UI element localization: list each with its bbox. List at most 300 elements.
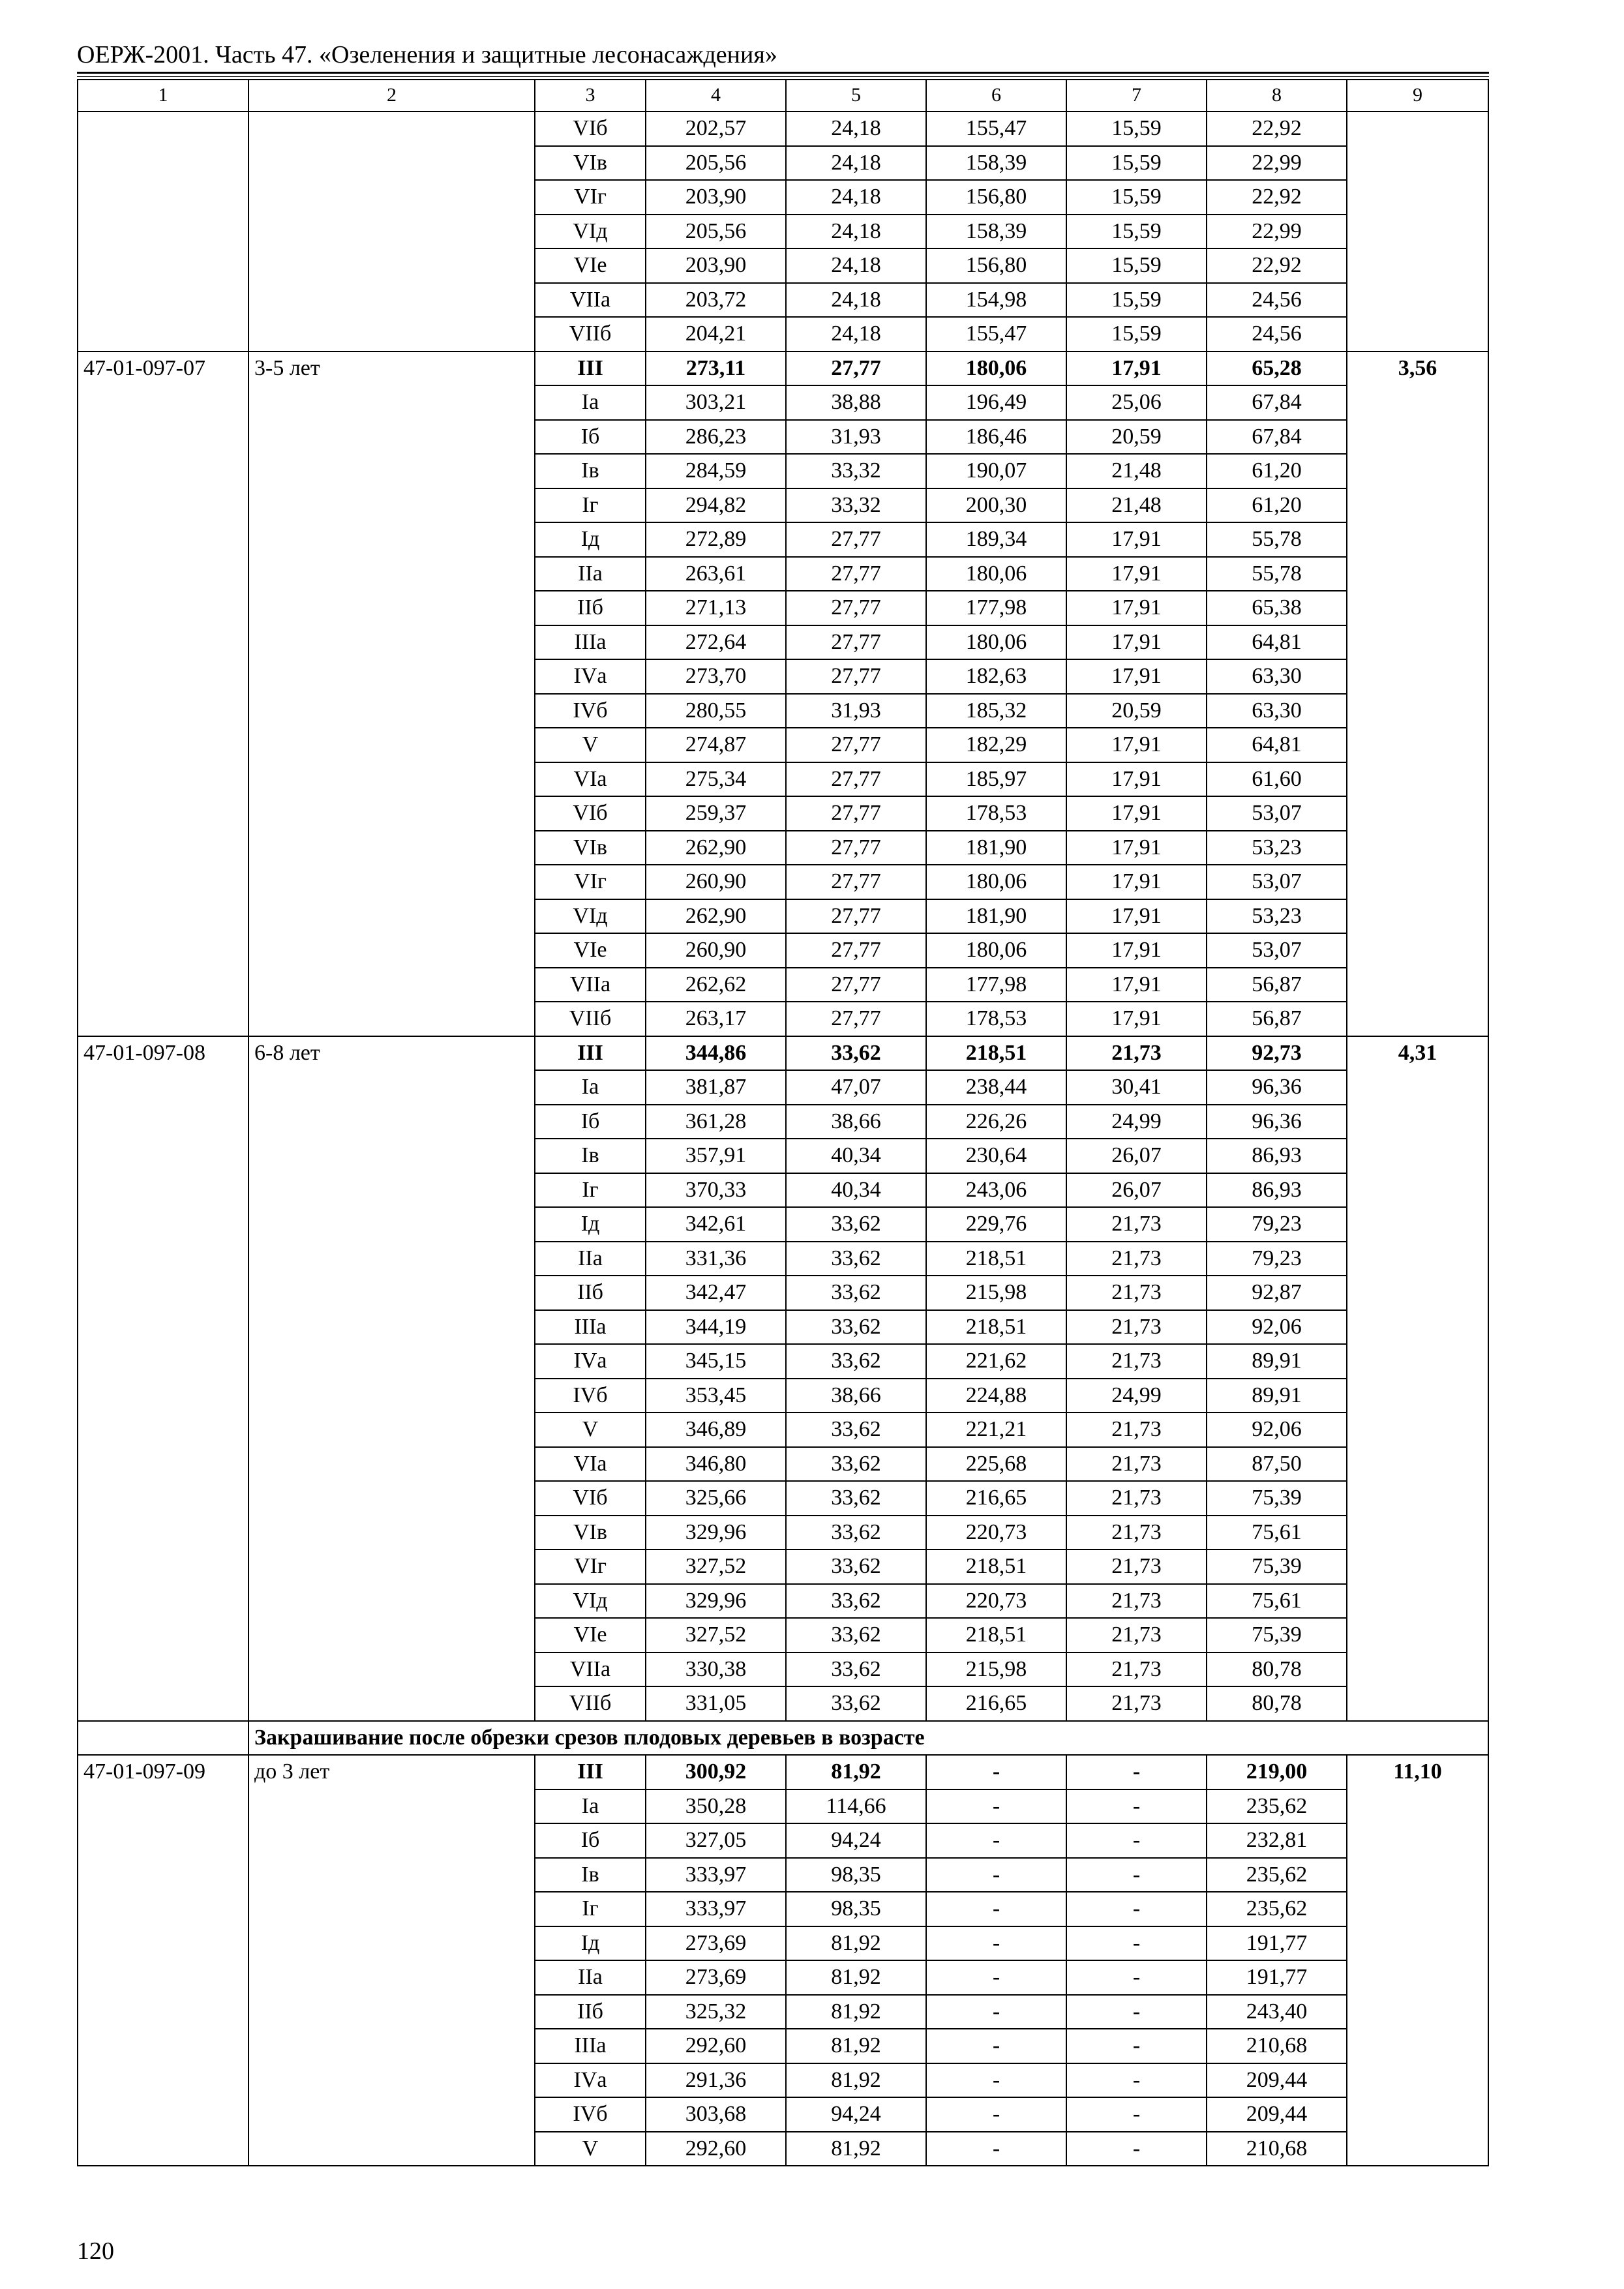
table-cell: 33,62 [786,1207,926,1242]
table-cell: 27,77 [786,899,926,934]
table-cell: VIб [535,1481,646,1516]
table-cell: 33,62 [786,1481,926,1516]
table-cell: 353,45 [646,1379,786,1413]
table-cell: - [1066,1960,1207,1995]
table-row [78,1036,1488,1071]
table-cell: VIа [535,1447,646,1482]
table-cell: 56,87 [1207,968,1347,1002]
table-cell: 218,51 [926,1242,1066,1276]
table-cell: 329,96 [646,1516,786,1550]
table-cell: - [1066,2029,1207,2063]
table-cell: 21,73 [1066,1447,1207,1482]
table-cell: VIб [535,796,646,831]
table-cell: 17,91 [1066,796,1207,831]
table-cell: 86,93 [1207,1173,1347,1208]
table-cell: 53,07 [1207,933,1347,968]
table-cell: - [926,2029,1066,2063]
table-cell: 333,97 [646,1892,786,1926]
column-header: 3 [535,80,646,112]
table-cell: 260,90 [646,933,786,968]
table-cell: 27,77 [786,968,926,1002]
table-cell: VIа [535,762,646,797]
table-cell: Iг [535,1173,646,1208]
table-cell: 47,07 [786,1070,926,1105]
table-cell: 21,73 [1066,1276,1207,1310]
table-cell: 31,93 [786,694,926,728]
table-cell: 259,37 [646,796,786,831]
table-cell: 203,72 [646,283,786,318]
table-cell: 27,77 [786,831,926,865]
table-cell: 17,91 [1066,1002,1207,1036]
table-cell: - [1066,1789,1207,1824]
table-cell: 262,90 [646,899,786,934]
table-cell: VIIа [535,1653,646,1687]
table-cell: 292,60 [646,2029,786,2063]
table-cell: 79,23 [1207,1242,1347,1276]
table-cell: 40,34 [786,1139,926,1173]
column-header: 5 [786,80,926,112]
table-cell: 81,92 [786,2063,926,2098]
table-cell: IIа [535,1960,646,1995]
table-cell: VIIа [535,968,646,1002]
table-cell: - [1066,2097,1207,2132]
table-cell: Iа [535,1070,646,1105]
table-cell: 27,77 [786,762,926,797]
table-cell: 75,39 [1207,1481,1347,1516]
table-cell: 17,91 [1066,968,1207,1002]
table-cell: 25,06 [1066,385,1207,420]
table-cell: 225,68 [926,1447,1066,1482]
rates-table [77,79,1489,2166]
table-cell: 20,59 [1066,420,1207,455]
table-cell: 27,77 [786,625,926,660]
table-cell: 262,90 [646,831,786,865]
percent-cell: 3,56 [1347,352,1488,1036]
table-cell: 33,62 [786,1549,926,1584]
blank-cell [78,1721,248,1756]
percent-cell: 11,10 [1347,1755,1488,2166]
table-cell: - [926,1892,1066,1926]
blank-cell [1347,112,1488,352]
table-cell: III [535,1036,646,1071]
table-cell: - [1066,1858,1207,1893]
table-cell: 182,63 [926,659,1066,694]
table-cell: 80,78 [1207,1686,1347,1721]
table-cell: 89,91 [1207,1379,1347,1413]
table-cell: 21,73 [1066,1207,1207,1242]
table-cell: 325,66 [646,1481,786,1516]
table-cell: 181,90 [926,831,1066,865]
percent-cell: 4,31 [1347,1036,1488,1721]
table-cell: 94,24 [786,2097,926,2132]
table-cell: - [1066,1823,1207,1858]
table-cell: - [926,2063,1066,2098]
column-header: 1 [78,80,248,112]
table-cell: 274,87 [646,728,786,762]
table-cell: 24,18 [786,146,926,181]
table-cell: Iг [535,1892,646,1926]
table-cell: Iд [535,522,646,557]
table-cell: 20,59 [1066,694,1207,728]
table-cell: Iа [535,385,646,420]
table-cell: Iб [535,1823,646,1858]
table-cell: V [535,1413,646,1447]
table-cell: 344,19 [646,1310,786,1345]
table-cell: 96,36 [1207,1105,1347,1139]
table-cell: 327,52 [646,1549,786,1584]
table-cell: 286,23 [646,420,786,455]
table-cell: III [535,1755,646,1789]
table-cell: 300,92 [646,1755,786,1789]
table-cell: 33,62 [786,1276,926,1310]
table-cell: 27,77 [786,1002,926,1036]
table-cell: Iв [535,1858,646,1893]
table-cell: - [1066,1755,1207,1789]
table-cell: 209,44 [1207,2097,1347,2132]
table-cell: 33,62 [786,1413,926,1447]
table-cell: 229,76 [926,1207,1066,1242]
table-cell: 205,56 [646,215,786,249]
table-body [78,80,1488,2166]
table-cell: 24,18 [786,317,926,352]
table-cell: 17,91 [1066,522,1207,557]
table-cell: IIIа [535,625,646,660]
table-cell: - [1066,1892,1207,1926]
table-cell: 27,77 [786,591,926,625]
table-cell: IVб [535,1379,646,1413]
table-cell: - [926,1823,1066,1858]
table-cell: 33,62 [786,1447,926,1482]
column-header: 8 [1207,80,1347,112]
table-cell: Iв [535,1139,646,1173]
table-cell: 79,23 [1207,1207,1347,1242]
table-cell: - [1066,2132,1207,2166]
table-cell: 53,23 [1207,899,1347,934]
table-cell: 17,91 [1066,865,1207,899]
table-cell: 55,78 [1207,522,1347,557]
table-cell: 92,87 [1207,1276,1347,1310]
table-cell: 22,99 [1207,215,1347,249]
table-cell: VIв [535,1516,646,1550]
table-cell: VIб [535,112,646,146]
table-cell: 15,59 [1066,146,1207,181]
table-cell: 75,39 [1207,1618,1347,1653]
table-cell: Iб [535,420,646,455]
table-cell: 63,30 [1207,659,1347,694]
table-cell: 271,13 [646,591,786,625]
table-cell: 24,18 [786,180,926,215]
column-header: 9 [1347,80,1488,112]
table-cell: 21,48 [1066,488,1207,523]
section-title: Закрашивание после обрезки срезов плодовых деревьев в возрасте [248,1721,1488,1756]
table-cell: 180,06 [926,865,1066,899]
table-cell: 260,90 [646,865,786,899]
table-cell: IVа [535,659,646,694]
table-cell: 235,62 [1207,1892,1347,1926]
table-cell: 33,62 [786,1618,926,1653]
table-cell: 180,06 [926,933,1066,968]
table-cell: 346,89 [646,1413,786,1447]
table-cell: 156,80 [926,248,1066,283]
table-cell: IIб [535,1995,646,2029]
table-cell: 284,59 [646,454,786,488]
table-cell: VIIа [535,283,646,318]
table-cell: VIд [535,215,646,249]
table-cell: 17,91 [1066,933,1207,968]
table-cell: IVа [535,2063,646,2098]
table-cell: 186,46 [926,420,1066,455]
table-cell: 182,29 [926,728,1066,762]
table-cell: 21,73 [1066,1481,1207,1516]
table-cell: 357,91 [646,1139,786,1173]
table-cell: VIг [535,865,646,899]
table-cell: IIб [535,1276,646,1310]
table-cell: 196,49 [926,385,1066,420]
table-cell: 33,62 [786,1686,926,1721]
table-cell: 65,38 [1207,591,1347,625]
table-cell: 381,87 [646,1070,786,1105]
table-cell: 38,66 [786,1105,926,1139]
table-cell: 180,06 [926,352,1066,386]
table-cell: 177,98 [926,591,1066,625]
table-cell: 33,62 [786,1242,926,1276]
table-cell: 273,69 [646,1926,786,1961]
table-cell: 216,65 [926,1686,1066,1721]
table-cell: IIа [535,1242,646,1276]
table-cell: 350,28 [646,1789,786,1824]
table-cell: 67,84 [1207,385,1347,420]
table-cell: 15,59 [1066,248,1207,283]
table-cell: VIIб [535,317,646,352]
table-cell: 33,32 [786,488,926,523]
table-cell: VIе [535,933,646,968]
table-cell: 81,92 [786,1995,926,2029]
table-cell: - [926,2097,1066,2132]
table-cell: 24,56 [1207,283,1347,318]
table-cell: 81,92 [786,2132,926,2166]
table-cell: 203,90 [646,180,786,215]
table-cell: 21,73 [1066,1686,1207,1721]
table-cell: 209,44 [1207,2063,1347,2098]
table-cell: Iб [535,1105,646,1139]
section-row [78,1721,1488,1756]
table-cell: 33,62 [786,1344,926,1379]
table-cell: 17,91 [1066,831,1207,865]
table-cell: 272,89 [646,522,786,557]
table-cell: 215,98 [926,1276,1066,1310]
table-cell: 178,53 [926,796,1066,831]
table-cell: 53,23 [1207,831,1347,865]
table-cell: 75,39 [1207,1549,1347,1584]
table-cell: 21,73 [1066,1549,1207,1584]
table-row [78,112,1488,146]
table-cell: 158,39 [926,146,1066,181]
table-cell: 94,24 [786,1823,926,1858]
table-cell: 325,32 [646,1995,786,2029]
table-cell: 38,66 [786,1379,926,1413]
age-label: до 3 лет [248,1755,535,2166]
table-cell: - [1066,1926,1207,1961]
table-cell: 33,62 [786,1584,926,1619]
table-cell: 154,98 [926,283,1066,318]
table-cell: 243,40 [1207,1995,1347,2029]
table-cell: 17,91 [1066,591,1207,625]
header-rule-thin [77,76,1489,77]
table-cell: 31,93 [786,420,926,455]
table-cell: 330,38 [646,1653,786,1687]
table-cell: 27,77 [786,352,926,386]
table-cell: 191,77 [1207,1926,1347,1961]
table-cell: 17,91 [1066,659,1207,694]
table-cell: 180,06 [926,557,1066,591]
table-cell: 17,91 [1066,728,1207,762]
table-cell: Iг [535,488,646,523]
column-header: 7 [1066,80,1207,112]
table-cell: 303,21 [646,385,786,420]
table-cell: 21,73 [1066,1036,1207,1071]
table-cell: V [535,2132,646,2166]
table-cell: 262,62 [646,968,786,1002]
table-cell: 273,69 [646,1960,786,1995]
age-label: 3-5 лет [248,352,535,1036]
table-cell: 61,20 [1207,488,1347,523]
table-cell: 205,56 [646,146,786,181]
table-cell: 235,62 [1207,1789,1347,1824]
column-header: 2 [248,80,535,112]
table-cell: 92,06 [1207,1413,1347,1447]
table-cell: 190,07 [926,454,1066,488]
table-cell: 38,88 [786,385,926,420]
table-cell: 53,07 [1207,796,1347,831]
table-cell: 63,30 [1207,694,1347,728]
table-cell: 215,98 [926,1653,1066,1687]
table-row [78,1755,1488,1789]
table-cell: 273,11 [646,352,786,386]
table-cell: 21,73 [1066,1344,1207,1379]
table-cell: 238,44 [926,1070,1066,1105]
table-cell: 33,62 [786,1653,926,1687]
table-cell: 294,82 [646,488,786,523]
table-cell: 346,80 [646,1447,786,1482]
table-cell: VIд [535,899,646,934]
table-cell: 22,92 [1207,248,1347,283]
table-cell: 26,07 [1066,1173,1207,1208]
table-cell: 292,60 [646,2132,786,2166]
table-cell: 27,77 [786,865,926,899]
table-cell: 53,07 [1207,865,1347,899]
table-cell: 27,77 [786,557,926,591]
table-cell: 33,62 [786,1036,926,1071]
table-cell: 218,51 [926,1310,1066,1345]
age-label: 6-8 лет [248,1036,535,1721]
table-cell: 221,62 [926,1344,1066,1379]
table-cell: 202,57 [646,112,786,146]
table-cell: 342,47 [646,1276,786,1310]
table-cell: 327,52 [646,1618,786,1653]
table-cell: 86,93 [1207,1139,1347,1173]
table-cell: 275,34 [646,762,786,797]
column-header: 4 [646,80,786,112]
table-cell: 81,92 [786,1755,926,1789]
table-cell: 17,91 [1066,899,1207,934]
table-cell: - [926,1858,1066,1893]
table-cell: 96,36 [1207,1070,1347,1105]
table-cell: Iв [535,454,646,488]
table-cell: 189,34 [926,522,1066,557]
table-cell: 21,73 [1066,1653,1207,1687]
table-cell: 21,73 [1066,1516,1207,1550]
table-cell: 40,34 [786,1173,926,1208]
table-cell: 114,66 [786,1789,926,1824]
table-cell: - [926,1995,1066,2029]
table-cell: 15,59 [1066,283,1207,318]
table-cell: 81,92 [786,2029,926,2063]
table-cell: IVб [535,694,646,728]
table-cell: 24,18 [786,112,926,146]
table-cell: 21,48 [1066,454,1207,488]
table-cell: 22,92 [1207,112,1347,146]
page-number: 120 [77,2237,114,2265]
table-cell: 17,91 [1066,762,1207,797]
table-cell: 210,68 [1207,2132,1347,2166]
table-cell: 15,59 [1066,180,1207,215]
table-cell: VIIб [535,1686,646,1721]
table-cell: 224,88 [926,1379,1066,1413]
header-rule [77,72,1489,74]
table-cell: 218,51 [926,1549,1066,1584]
table-cell: - [1066,2063,1207,2098]
table-cell: 24,18 [786,283,926,318]
table-cell: 191,77 [1207,1960,1347,1995]
table-cell: VIг [535,1549,646,1584]
table-cell: 21,73 [1066,1584,1207,1619]
table-cell: 64,81 [1207,728,1347,762]
table-cell: 263,17 [646,1002,786,1036]
table-header-row [78,80,1488,112]
table-cell: - [1066,1995,1207,2029]
table-cell: 67,84 [1207,420,1347,455]
table-cell: IIб [535,591,646,625]
table-cell: V [535,728,646,762]
table-cell: 185,32 [926,694,1066,728]
table-cell: 65,28 [1207,352,1347,386]
table-cell: 55,78 [1207,557,1347,591]
table-cell: 177,98 [926,968,1066,1002]
table-cell: 303,68 [646,2097,786,2132]
table-cell: 203,90 [646,248,786,283]
table-cell: 273,70 [646,659,786,694]
table-cell: 24,99 [1066,1379,1207,1413]
table-cell: 210,68 [1207,2029,1347,2063]
table-cell: 92,06 [1207,1310,1347,1345]
table-cell: 21,73 [1066,1618,1207,1653]
table-cell: 220,73 [926,1584,1066,1619]
table-cell: 331,05 [646,1686,786,1721]
table-cell: 272,64 [646,625,786,660]
table-cell: 329,96 [646,1584,786,1619]
table-cell: 21,73 [1066,1413,1207,1447]
table-cell: - [926,1755,1066,1789]
table-cell: 155,47 [926,112,1066,146]
table-cell: 24,56 [1207,317,1347,352]
table-cell: 98,35 [786,1858,926,1893]
table-cell: 24,18 [786,248,926,283]
table-cell: VIе [535,248,646,283]
table-cell: 81,92 [786,1926,926,1961]
table-row [78,352,1488,386]
table-cell: 158,39 [926,215,1066,249]
table-cell: III [535,352,646,386]
